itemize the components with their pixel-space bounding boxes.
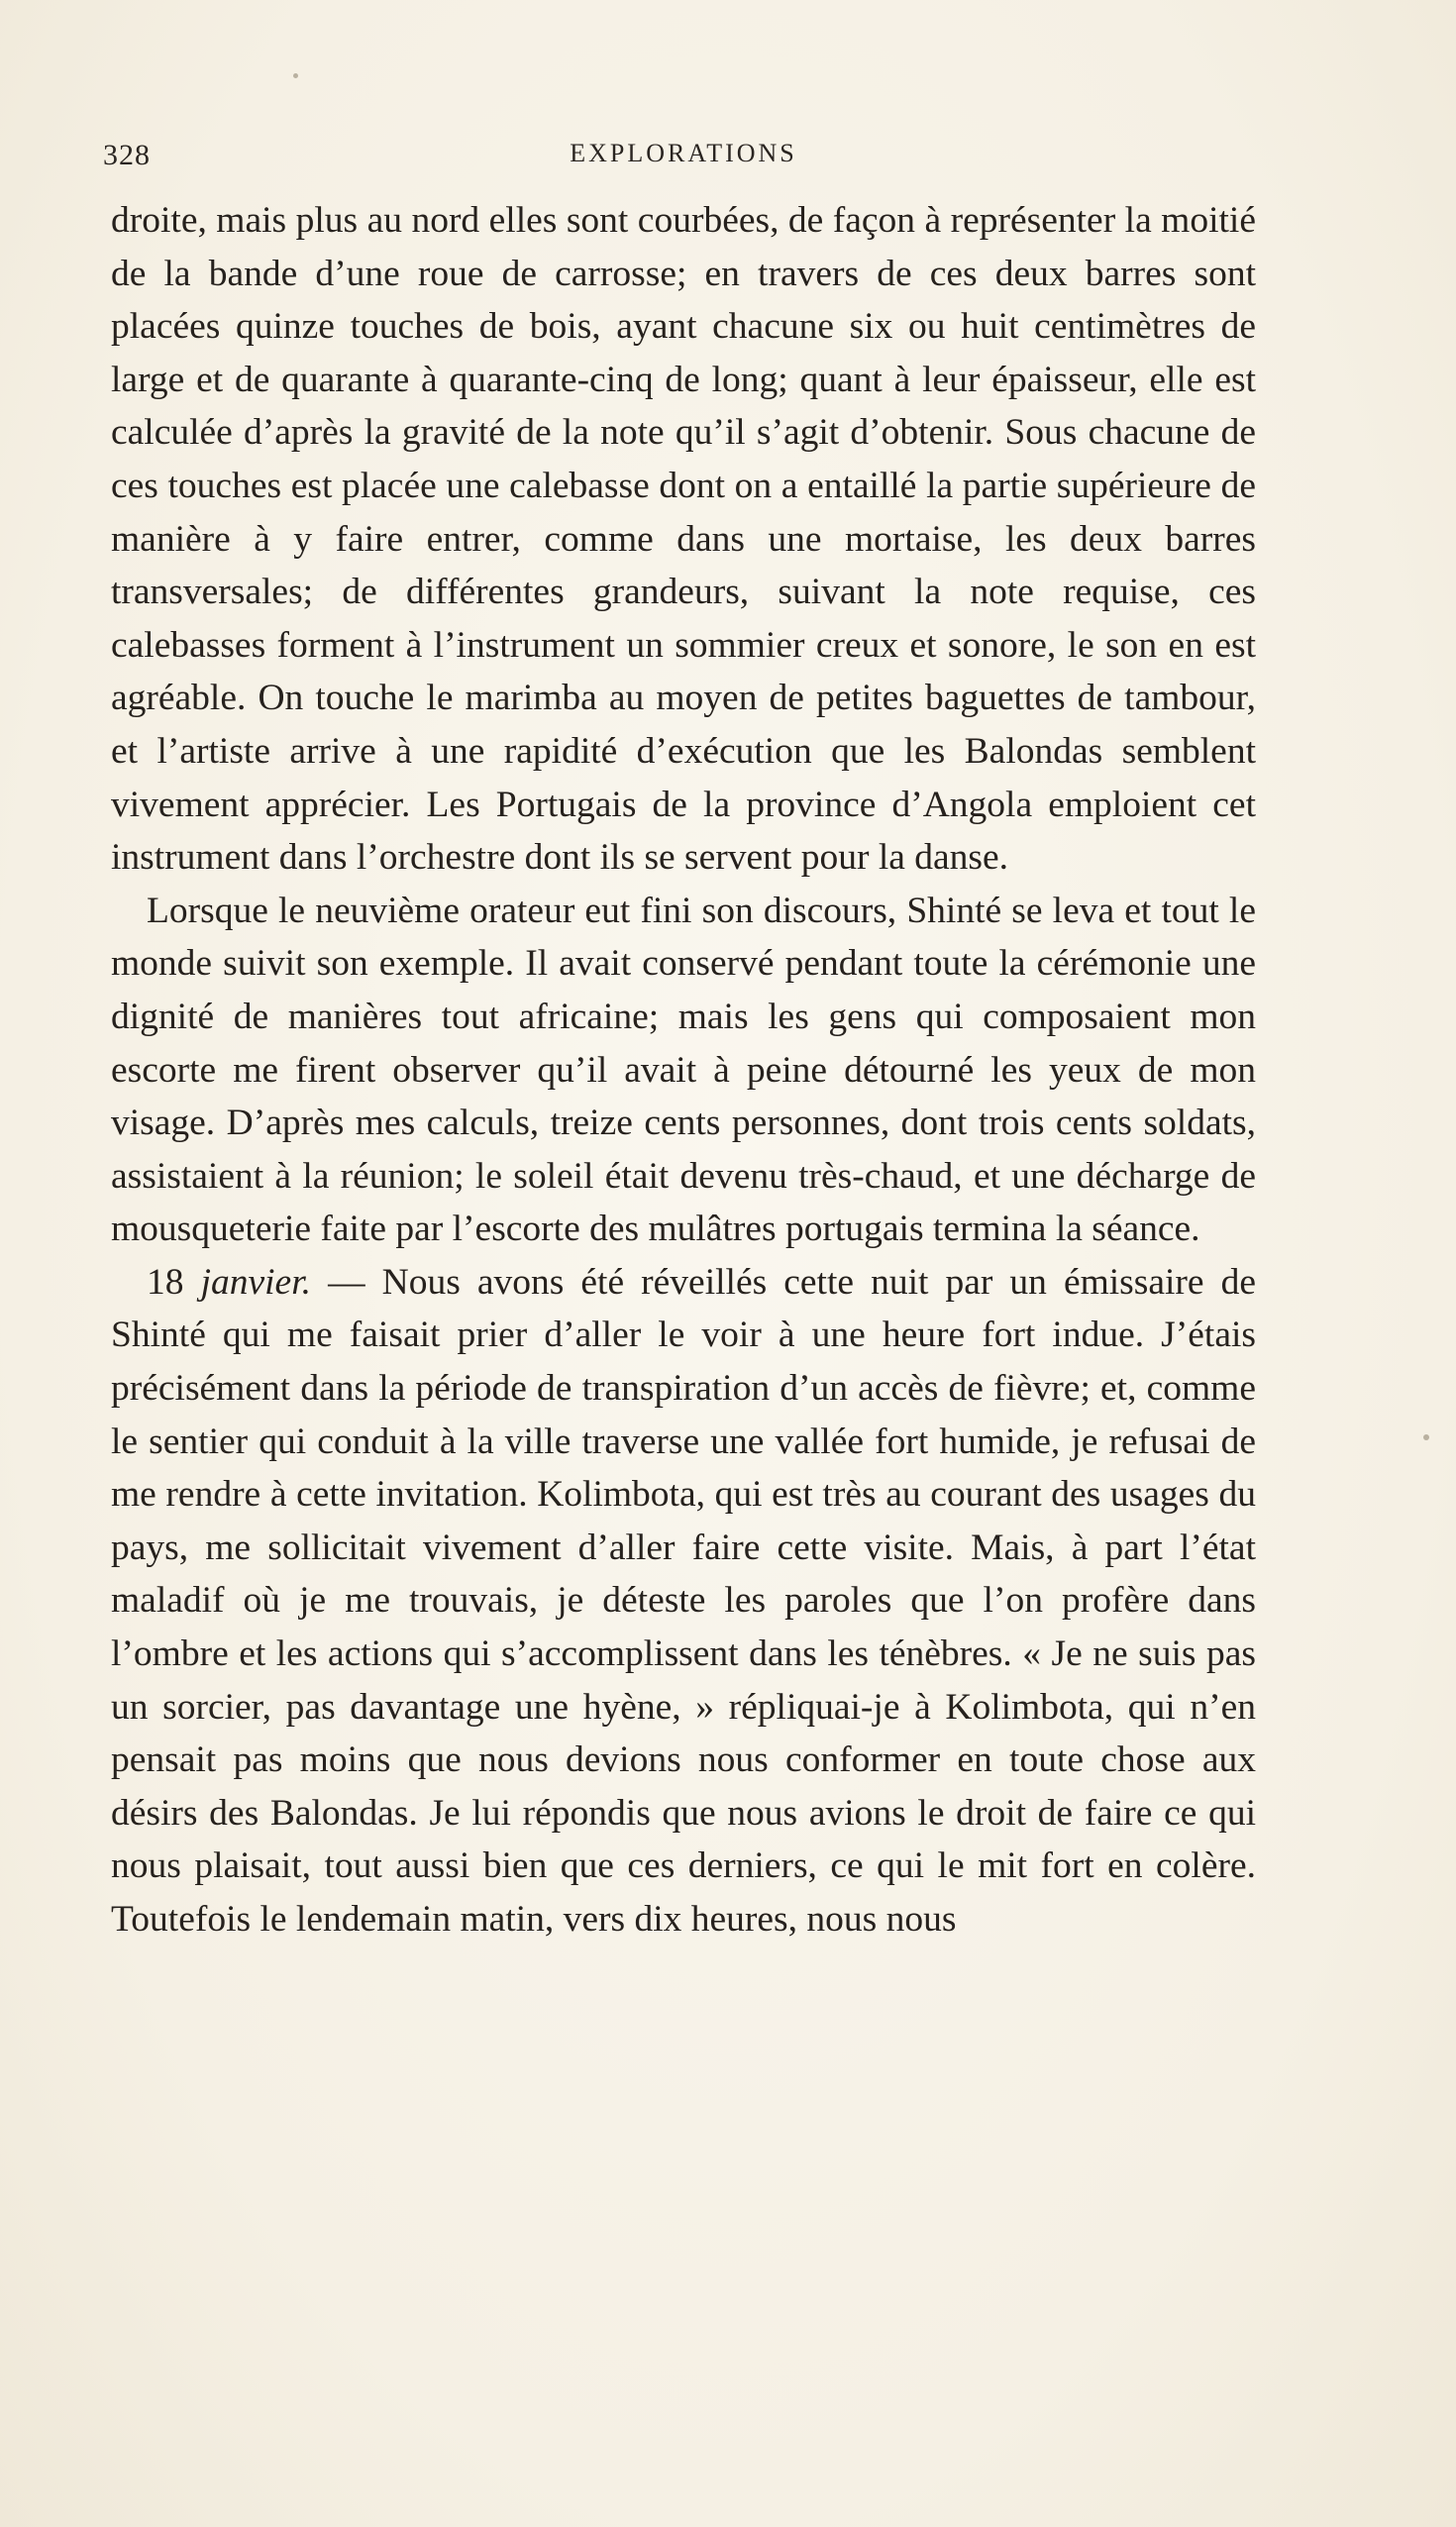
paper-speck [293, 73, 298, 78]
running-head: EXPLORATIONS [570, 139, 797, 167]
body-text [111, 194, 1256, 1947]
paragraph-3-body: — Nous avons été réveillés cette nuit par un émissaire de Shinté qui me faisait prier d’aller le voir à une heure fort indue. J’étais précisément dans la période de transpiration d’un accès de fièvre; et, comme le sentier qui conduit à la ville traverse une vallée fort humide, je refusai de me rendre à cette invitation. Kolimbota, qui est très au courant des usages du pays, me sollicitait vivement d’aller faire cette visite. Mais, à part l’état maladif où je me trouvais, je déteste les paroles que l’on profère dans l’ombre et les actions qui s’accomplissent dans les ténèbres. « Je ne suis pas un sorcier, pas davantage une hyène, » répliquai-je à Kolimbota, qui n’en pensait pas moins que nous devions nous conformer en toute chose aux désirs des Balondas. Je lui répondis que nous avions le droit de faire ce qui nous plaisait, tout aussi bien que ces derniers, ce qui le mit fort en colère. Toutefois le lendemain matin, vers dix heures, nous nous [111, 1261, 1257, 1940]
diary-date-day: 18 [147, 1261, 184, 1303]
paragraph-2: Lorsque le neuvième orateur eut fini son discours, Shinté se leva et tout le monde suivit son exemple. Il avait conservé pendant toute la cérémonie une dignité de manières tout africaine; mais les gens qui composaient mon escorte me firent observer qu’il avait à peine détourné les yeux de mon visage. D’après mes calculs, treize cents personnes, dont trois cents soldats, assistaient à la réunion; le soleil était devenu très-chaud, et une décharge de mousqueterie faite par l’escorte des mulâtres portugais termina la séance. [111, 890, 1256, 1250]
paragraph-3 [111, 1256, 1256, 1947]
diary-date-month: janvier. [200, 1261, 312, 1303]
page-number: 328 [103, 139, 151, 171]
paragraph-1: droite, mais plus au nord elles sont courbées, de façon à représenter la moitié de la bande d’une roue de carrosse; en travers de ces deux barres sont placées quinze touches de bois, ayant chacune six ou huit centimètres de large et de quarante à quarante-cinq de long; quant à leur épaisseur, elle est calculée d’après la gravité de la note qu’il s’agit d’obtenir. Sous chacune de ces touches est placée une calebasse dont on a entaillé la partie supérieure de manière à y faire entrer, comme dans une mortaise, les deux barres transversales; de différentes grandeurs, suivant la note requise, ces calebasses forment à l’instrument un sommier creux et sonore, le son en est agréable. On touche le marimba au moyen de petites baguettes de tambour, et l’artiste arrive à une rapidité d’exécution que les Balondas semblent vivement apprécier. Les Portugais de la province d’Angola emploient cet instrument dans l’orchestre dont ils se servent pour la danse. [111, 200, 1256, 879]
page-header [103, 139, 1264, 182]
paper-speck [1423, 1434, 1429, 1440]
